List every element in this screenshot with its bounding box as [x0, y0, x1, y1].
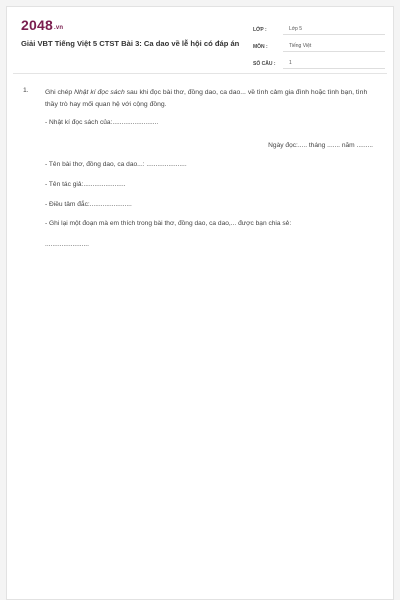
meta-value-grade: Lớp 5	[283, 26, 385, 35]
excerpt-line: - Ghi lại một đoạn mà em thích trong bài thơ, đồng dao, ca dao,... được bạn chia sẻ:	[45, 220, 292, 227]
meta-key-subject: MÔN :	[253, 44, 268, 50]
meta-key-question-count: SỐ CÂU :	[253, 61, 276, 67]
date-line: Ngày đọc:..... tháng ....... năm .........	[268, 142, 373, 149]
question-block	[21, 87, 381, 111]
header-divider	[13, 73, 387, 74]
interest-line: - Điều tâm đắc:.......................	[45, 201, 132, 208]
meta-value-subject: Tiếng Việt	[283, 43, 385, 52]
logo-domain: .vn	[53, 25, 64, 31]
author-line: - Tên tác giả:.......................	[45, 181, 126, 188]
question-text-start: Ghi chép	[45, 89, 75, 96]
site-logo[interactable]	[21, 17, 63, 33]
reading-log-line: - Nhật kí đọc sách của:.........................	[45, 119, 159, 126]
meta-key-grade: LỚP :	[253, 27, 267, 33]
meta-row-grade	[253, 21, 385, 35]
meta-row-subject	[253, 38, 385, 52]
question-text	[45, 87, 381, 111]
logo-number: 2048	[21, 17, 53, 33]
page-title: Giải VBT Tiếng Việt 5 CTST Bài 3: Ca dao về lễ hội có đáp án	[21, 39, 240, 48]
meta-row-question-count	[253, 55, 385, 69]
meta-info	[253, 21, 385, 72]
question-number: 1.	[23, 87, 29, 94]
question-text-end: sau khi đọc bài thơ, đồng dao, ca dao... về tình cảm gia đình hoặc tình bạn, tình thầy trò hay mối quan hệ với cộng đồng.	[45, 89, 368, 108]
poem-title-line: - Tên bài thơ, đồng dao, ca dao...: ......................	[45, 161, 187, 168]
question-text-italic: Nhật kí đọc sách	[74, 89, 125, 96]
excerpt-blank: ........................	[45, 241, 89, 248]
meta-value-question-count: 1	[283, 60, 385, 69]
worksheet-page	[6, 6, 394, 600]
